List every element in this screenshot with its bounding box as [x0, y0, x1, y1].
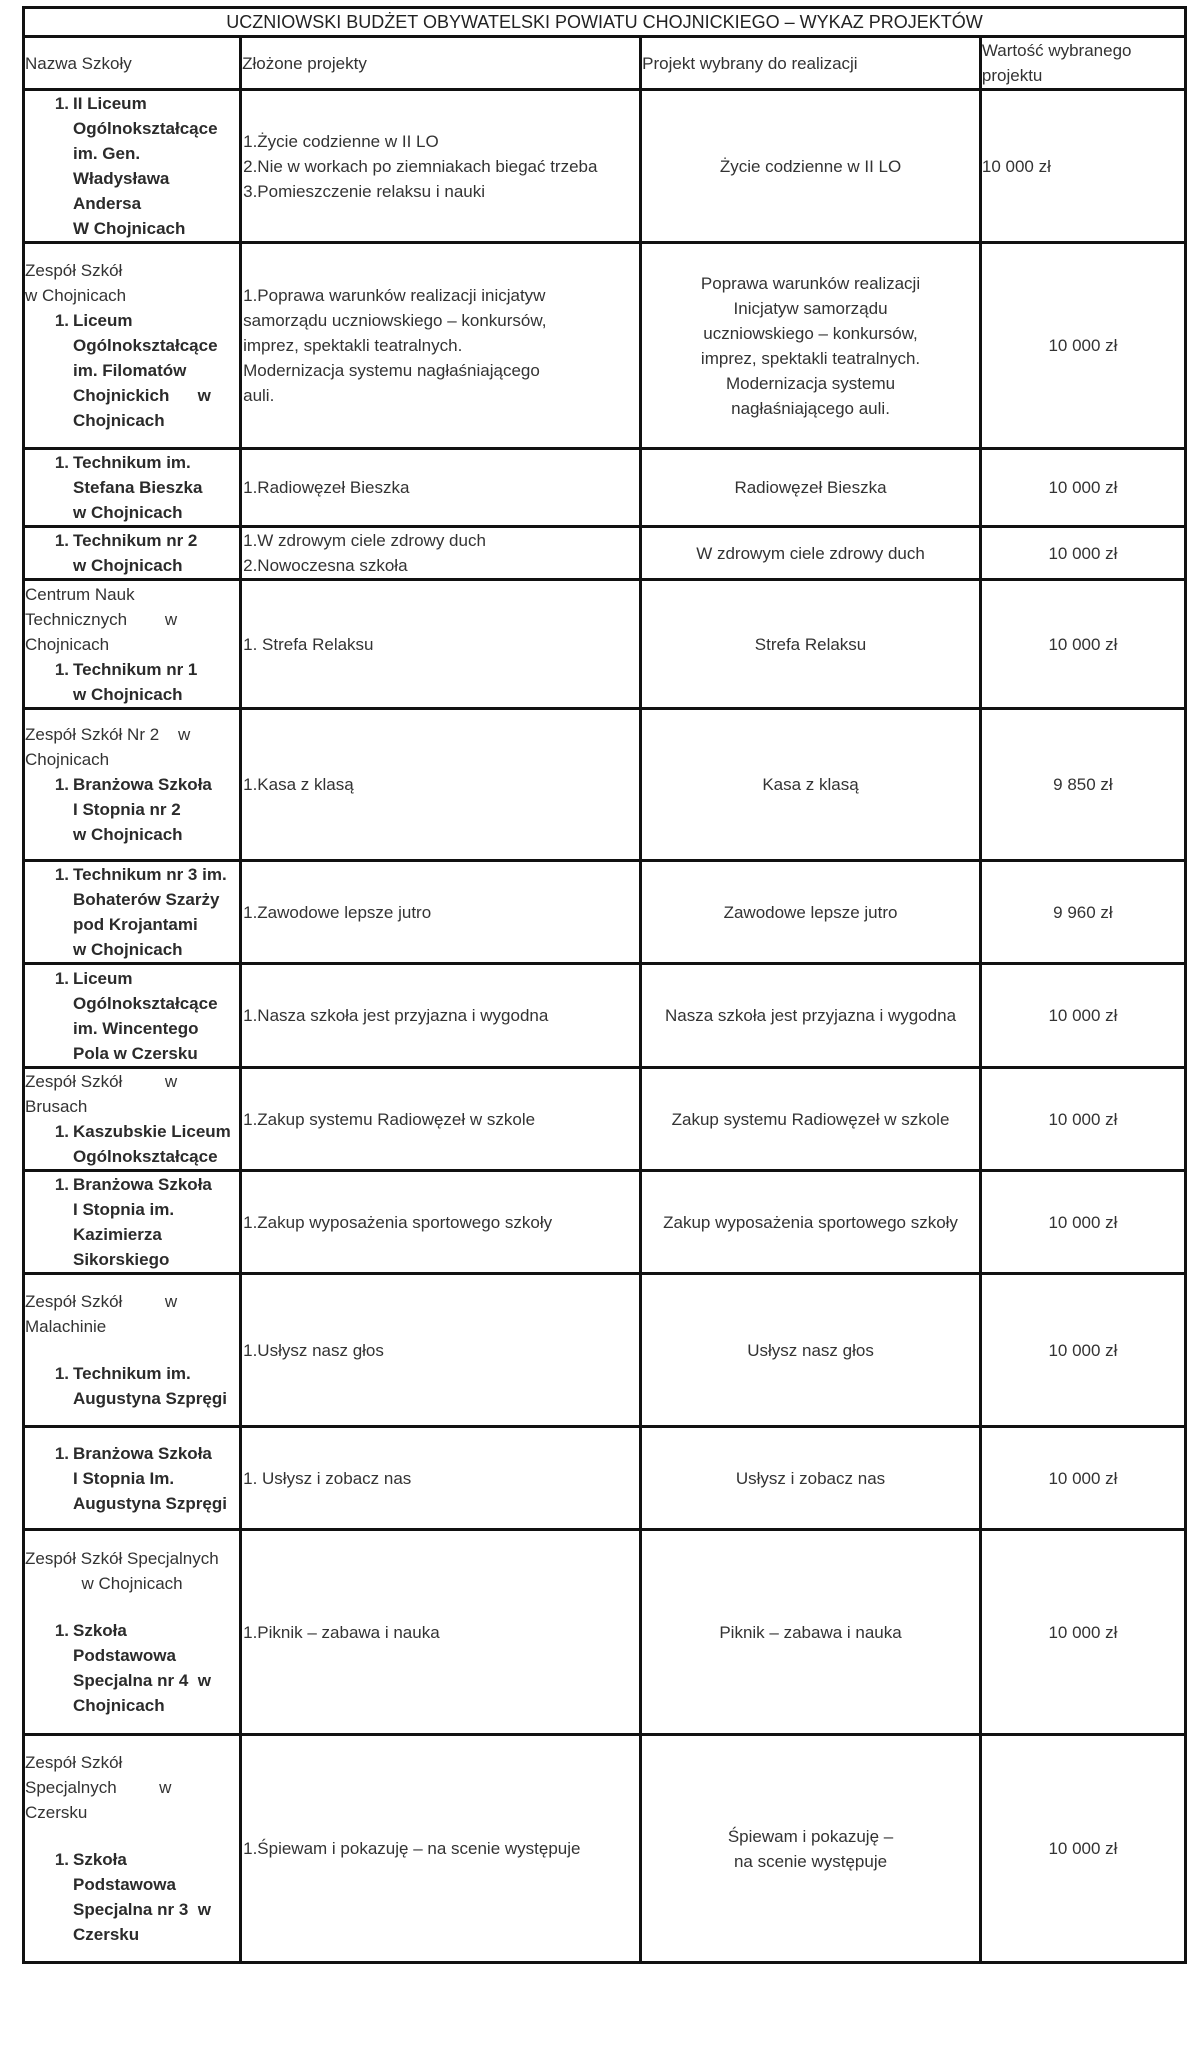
selected-project-line: W zdrowym ciele zdrowy duch	[696, 543, 925, 563]
school-name-line: Podstawowa	[73, 1646, 176, 1665]
school-group-line: Zespół Szkół	[25, 1753, 123, 1772]
list-number: 1.	[54, 311, 69, 330]
list-number: 1.	[54, 659, 69, 679]
school-cell	[24, 861, 241, 964]
selected-project-cell	[641, 243, 981, 449]
selected-project-line: Zawodowe lepsze jutro	[723, 902, 898, 922]
school-name-line: Pola w Czersku	[73, 1043, 198, 1063]
submitted-project: samorządu uczniowskiego – konkursów,	[243, 311, 547, 330]
table-row	[24, 1274, 1186, 1427]
spacer	[25, 1825, 239, 1847]
school-cell	[24, 709, 241, 861]
submitted-project: 1.Kasa z klasą	[243, 775, 354, 794]
school-name	[73, 1172, 212, 1272]
submitted-projects-cell	[241, 1171, 641, 1274]
school-name-line: pod Krojantami	[73, 915, 198, 934]
school-name-line: im. Filomatów	[73, 361, 187, 380]
table-row	[24, 1427, 1186, 1530]
submitted-project: imprez, spektakli teatralnych.	[243, 336, 463, 355]
school-list-item	[25, 862, 239, 962]
school-cell	[24, 1427, 241, 1530]
project-value: 9 960 zł	[980, 861, 1185, 964]
submitted-project: 2.Nie w workach po ziemniakach biegać trzeba	[243, 156, 598, 176]
selected-project-cell	[641, 527, 981, 580]
submitted-projects-cell	[241, 1427, 641, 1530]
submitted-projects-cell	[241, 243, 641, 449]
school-list-item	[25, 1618, 239, 1718]
project-value: 9 850 zł	[980, 709, 1185, 861]
submitted-projects-cell	[241, 580, 641, 709]
table-row	[24, 1171, 1186, 1274]
school-name-line: Bohaterów Szarży	[73, 890, 220, 909]
school-group-line: Chojnicach	[25, 750, 110, 769]
selected-project-line: Śpiewam i pokazuję –	[727, 1826, 894, 1846]
school-name-line: w Chojnicach	[73, 684, 183, 704]
selected-project-cell	[641, 964, 981, 1068]
selected-project-line: Usłysz nasz głos	[747, 1340, 874, 1360]
school-list-item	[25, 308, 239, 433]
selected-project-cell	[641, 580, 981, 709]
school-cell	[24, 449, 241, 527]
school-cell	[24, 1171, 241, 1274]
table-row	[24, 527, 1186, 580]
school-name	[73, 308, 218, 433]
school-name-line: Ogólnokształcące	[73, 336, 218, 355]
school-name-line: Szkoła	[73, 1621, 127, 1640]
project-value: 10 000 zł	[980, 580, 1185, 709]
school-name-line: Stefana Bieszka	[73, 478, 203, 497]
school-name-line: Branżowa Szkoła	[73, 775, 212, 794]
school-list-item	[25, 1361, 239, 1411]
school-cell	[24, 1530, 241, 1735]
project-value: 10 000 zł	[980, 243, 1185, 449]
school-list-item	[25, 528, 239, 578]
school-name-line: Podstawowa	[73, 1875, 176, 1894]
project-value: 10 000 zł	[980, 1068, 1185, 1171]
selected-project-cell	[641, 1735, 981, 1963]
school-name-line: Ogólnokształcące	[73, 119, 218, 138]
school-name	[73, 450, 202, 525]
list-number: 1.	[54, 968, 69, 988]
school-list-item	[25, 91, 239, 241]
school-group-line: Zespół Szkół w	[25, 1292, 178, 1311]
school-name-line: Specjalna nr 4 w	[73, 1671, 211, 1690]
table-row	[24, 449, 1186, 527]
spacer	[25, 1596, 239, 1618]
school-name	[73, 657, 197, 707]
school-name-line: W Chojnicach	[73, 219, 186, 238]
selected-project-cell	[641, 1068, 981, 1171]
submitted-project: 1.Życie codzienne w II LO	[243, 131, 439, 151]
school-name-line: w Chojnicach	[73, 940, 183, 959]
submitted-project: 1.Zakup systemu Radiowęzeł w szkole	[243, 1109, 536, 1129]
school-name-line: II Liceum	[73, 94, 147, 113]
school-name-line: Specjalna nr 3 w	[73, 1900, 211, 1919]
school-name-line: Augustyna Szpręgi	[73, 1389, 227, 1408]
school-group-line: Zespół Szkół w	[25, 1072, 178, 1091]
project-value: 10 000 zł	[980, 527, 1185, 580]
submitted-projects-cell	[241, 1274, 641, 1427]
submitted-projects-cell	[241, 861, 641, 964]
selected-project-line: nagłaśniającego auli.	[731, 398, 890, 418]
table-row	[24, 861, 1186, 964]
submitted-project: 3.Pomieszczenie relaksu i nauki	[243, 181, 486, 201]
school-cell	[24, 527, 241, 580]
school-name-line: Augustyna Szpręgi	[73, 1493, 227, 1513]
school-group-line: Czersku	[25, 1803, 88, 1822]
school-name-line: Liceum	[73, 968, 133, 988]
school-group-line: Malachinie	[25, 1317, 107, 1336]
school-name-line: Branżowa Szkoła	[73, 1443, 212, 1463]
school-name	[73, 1361, 227, 1411]
submitted-project: 1. Usłysz i zobacz nas	[243, 1468, 412, 1488]
school-group-line: Centrum Nauk	[25, 584, 135, 604]
selected-project-line: Modernizacja systemu	[725, 373, 896, 393]
selected-project-line: Strefa Relaksu	[754, 634, 867, 654]
school-cell	[24, 1735, 241, 1963]
submitted-project: 1.Śpiewam i pokazuję – na scenie występuje	[243, 1839, 581, 1858]
school-name	[73, 862, 227, 962]
table-row	[24, 90, 1186, 243]
list-number: 1.	[54, 865, 69, 884]
school-name-line: w Chojnicach	[73, 503, 183, 522]
selected-project-cell	[641, 1274, 981, 1427]
header-school: Nazwa Szkoły	[24, 37, 241, 90]
table-row	[24, 709, 1186, 861]
selected-project-line: Życie codzienne w II LO	[719, 156, 902, 176]
submitted-projects-cell	[241, 709, 641, 861]
list-number: 1.	[54, 1850, 69, 1869]
submitted-projects-cell	[241, 1068, 641, 1171]
school-name-line: Technikum nr 1	[73, 659, 198, 679]
selected-project-line: Poprawa warunków realizacji	[700, 273, 921, 293]
selected-project-line: Zakup wyposażenia sportowego szkoły	[663, 1212, 958, 1232]
school-name	[73, 1119, 231, 1169]
submitted-project: 1.Zawodowe lepsze jutro	[243, 902, 432, 922]
projects-table	[22, 6, 1187, 1964]
submitted-project: 1.Poprawa warunków realizacji inicjatyw	[243, 286, 546, 305]
list-number: 1.	[54, 1443, 69, 1463]
school-list-item	[25, 1441, 239, 1516]
selected-project-cell	[641, 861, 981, 964]
submitted-project: 1.Zakup wyposażenia sportowego szkoły	[243, 1212, 553, 1232]
submitted-project: 1. Strefa Relaksu	[243, 634, 374, 654]
school-cell	[24, 580, 241, 709]
project-value: 10 000 zł	[980, 1427, 1185, 1530]
school-name-line: Technikum im.	[73, 1364, 191, 1383]
submitted-project: 1.Usłysz nasz głos	[243, 1340, 384, 1360]
school-group-line: w Chojnicach	[25, 286, 127, 305]
school-name-line: Technikum nr 2	[73, 531, 198, 550]
school-name	[73, 1618, 211, 1718]
school-name-line: Chojnickich w	[73, 386, 211, 405]
school-list-item	[25, 657, 239, 707]
list-number: 1.	[54, 1364, 69, 1383]
header-row	[24, 37, 1186, 90]
school-list-item	[25, 450, 239, 525]
selected-project-line: Kasa z klasą	[762, 775, 859, 794]
school-name-line: w Chojnicach	[73, 556, 183, 575]
project-value: 10 000 zł	[980, 449, 1185, 527]
school-name-line: w Chojnicach	[73, 825, 183, 844]
school-group-line: Chojnicach	[25, 634, 110, 654]
selected-project-cell	[641, 1427, 981, 1530]
school-list-item	[25, 966, 239, 1066]
school-group-line: Brusach	[25, 1097, 88, 1116]
school-group-line: Zespół Szkół	[25, 261, 123, 280]
selected-project-line: Piknik – zabawa i nauka	[719, 1622, 902, 1642]
school-list-item	[25, 772, 239, 847]
school-name	[73, 1847, 211, 1947]
table-row	[24, 1735, 1186, 1963]
school-group-line: Specjalnych w	[25, 1778, 172, 1797]
list-number: 1.	[54, 775, 69, 794]
school-group-line: Technicznych w	[25, 609, 178, 629]
header-submitted: Złożone projekty	[241, 37, 641, 90]
list-number: 1.	[54, 531, 69, 550]
selected-project-cell	[641, 1171, 981, 1274]
school-cell	[24, 964, 241, 1068]
selected-project-line: Zakup systemu Radiowęzeł w szkole	[671, 1109, 950, 1129]
project-value: 10 000 zł	[980, 1735, 1185, 1963]
table-row	[24, 580, 1186, 709]
header-selected: Projekt wybrany do realizacji	[641, 37, 981, 90]
school-name-line: Liceum	[73, 311, 133, 330]
school-name-line: Kaszubskie Liceum	[73, 1122, 231, 1141]
list-number: 1.	[54, 1122, 69, 1141]
submitted-projects-cell	[241, 964, 641, 1068]
table-title: UCZNIOWSKI BUDŻET OBYWATELSKI POWIATU CHOJNICKIEGO – WYKAZ PROJEKTÓW	[24, 8, 1186, 37]
school-name-line: Czersku	[73, 1925, 140, 1944]
submitted-project: 1.Nasza szkoła jest przyjazna i wygodna	[243, 1006, 549, 1025]
title-row	[24, 8, 1186, 37]
table-row	[24, 1068, 1186, 1171]
submitted-projects-cell	[241, 527, 641, 580]
school-name	[73, 1441, 227, 1516]
submitted-project: 1.Piknik – zabawa i nauka	[243, 1622, 440, 1642]
submitted-project: Modernizacja systemu nagłaśniającego	[243, 361, 540, 380]
school-name	[73, 966, 218, 1066]
table-row	[24, 1530, 1186, 1735]
project-value: 10 000 zł	[980, 964, 1185, 1068]
school-name-line: im. Gen.	[73, 144, 141, 163]
school-group-line: Zespół Szkół Nr 2 w	[25, 725, 191, 744]
submitted-projects-cell	[241, 1530, 641, 1735]
selected-project-line: Radiowęzeł Bieszka	[734, 478, 887, 497]
school-cell	[24, 1274, 241, 1427]
school-name-line: Władysława	[73, 169, 170, 188]
submitted-project: auli.	[243, 386, 275, 405]
school-name-line: I Stopnia nr 2	[73, 800, 181, 819]
school-name-line: Ogólnokształcące	[73, 1147, 218, 1166]
submitted-projects-cell	[241, 449, 641, 527]
school-name-line: Sikorskiego	[73, 1250, 170, 1269]
school-name	[73, 91, 218, 241]
header-value-line1: Wartość wybranego	[981, 41, 1132, 60]
school-group-line: w Chojnicach	[81, 1574, 183, 1593]
table-row	[24, 964, 1186, 1068]
selected-project-line: Usłysz i zobacz nas	[735, 1468, 886, 1488]
submitted-project: 1.W zdrowym ciele zdrowy duch	[243, 531, 486, 550]
selected-project-line: uczniowskiego – konkursów,	[703, 323, 918, 343]
school-name-line: im. Wincentego	[73, 1018, 199, 1038]
table-row	[24, 243, 1186, 449]
project-value: 10 000 zł	[980, 1171, 1185, 1274]
selected-project-line: Nasza szkoła jest przyjazna i wygodna	[665, 1006, 957, 1025]
school-list-item	[25, 1847, 239, 1947]
project-value: 10 000 zł	[980, 90, 1185, 243]
school-name-line: I Stopnia im.	[73, 1200, 175, 1219]
spacer	[25, 1339, 239, 1361]
selected-project-line: Inicjatyw samorządu	[733, 298, 888, 318]
list-number: 1.	[54, 453, 69, 472]
school-cell	[24, 243, 241, 449]
list-number: 1.	[54, 1175, 69, 1194]
school-name-line: Chojnicach	[73, 1696, 165, 1715]
school-name-line: Andersa	[73, 194, 142, 213]
project-value: 10 000 zł	[980, 1530, 1185, 1735]
submitted-projects-cell	[241, 90, 641, 243]
school-list-item	[25, 1172, 239, 1272]
selected-project-line: na scenie występuje	[733, 1851, 888, 1871]
school-name-line: Technikum nr 3 im.	[73, 865, 227, 884]
header-value	[980, 37, 1185, 90]
school-name-line: Ogólnokształcące	[73, 993, 218, 1013]
list-number: 1.	[54, 1621, 69, 1640]
school-name-line: Szkoła	[73, 1850, 127, 1869]
school-group-line: Zespół Szkół Specjalnych	[25, 1549, 219, 1568]
school-name-line: Kazimierza	[73, 1225, 162, 1244]
selected-project-cell	[641, 709, 981, 861]
selected-project-cell	[641, 449, 981, 527]
school-name-line: I Stopnia Im.	[73, 1468, 175, 1488]
selected-project-line: imprez, spektakli teatralnych.	[700, 348, 921, 368]
school-name	[73, 772, 212, 847]
school-name	[73, 528, 197, 578]
list-number: 1.	[54, 94, 69, 113]
school-name-line: Branżowa Szkoła	[73, 1175, 212, 1194]
school-name-line: Chojnicach	[73, 411, 165, 430]
school-list-item	[25, 1119, 239, 1169]
school-name-line: Technikum im.	[73, 453, 191, 472]
selected-project-cell	[641, 90, 981, 243]
school-cell	[24, 1068, 241, 1171]
project-value: 10 000 zł	[980, 1274, 1185, 1427]
submitted-project: 1.Radiowęzeł Bieszka	[243, 478, 410, 497]
header-value-line2: projektu	[981, 66, 1043, 85]
school-cell	[24, 90, 241, 243]
selected-project-cell	[641, 1530, 981, 1735]
submitted-project: 2.Nowoczesna szkoła	[243, 556, 408, 575]
submitted-projects-cell	[241, 1735, 641, 1963]
